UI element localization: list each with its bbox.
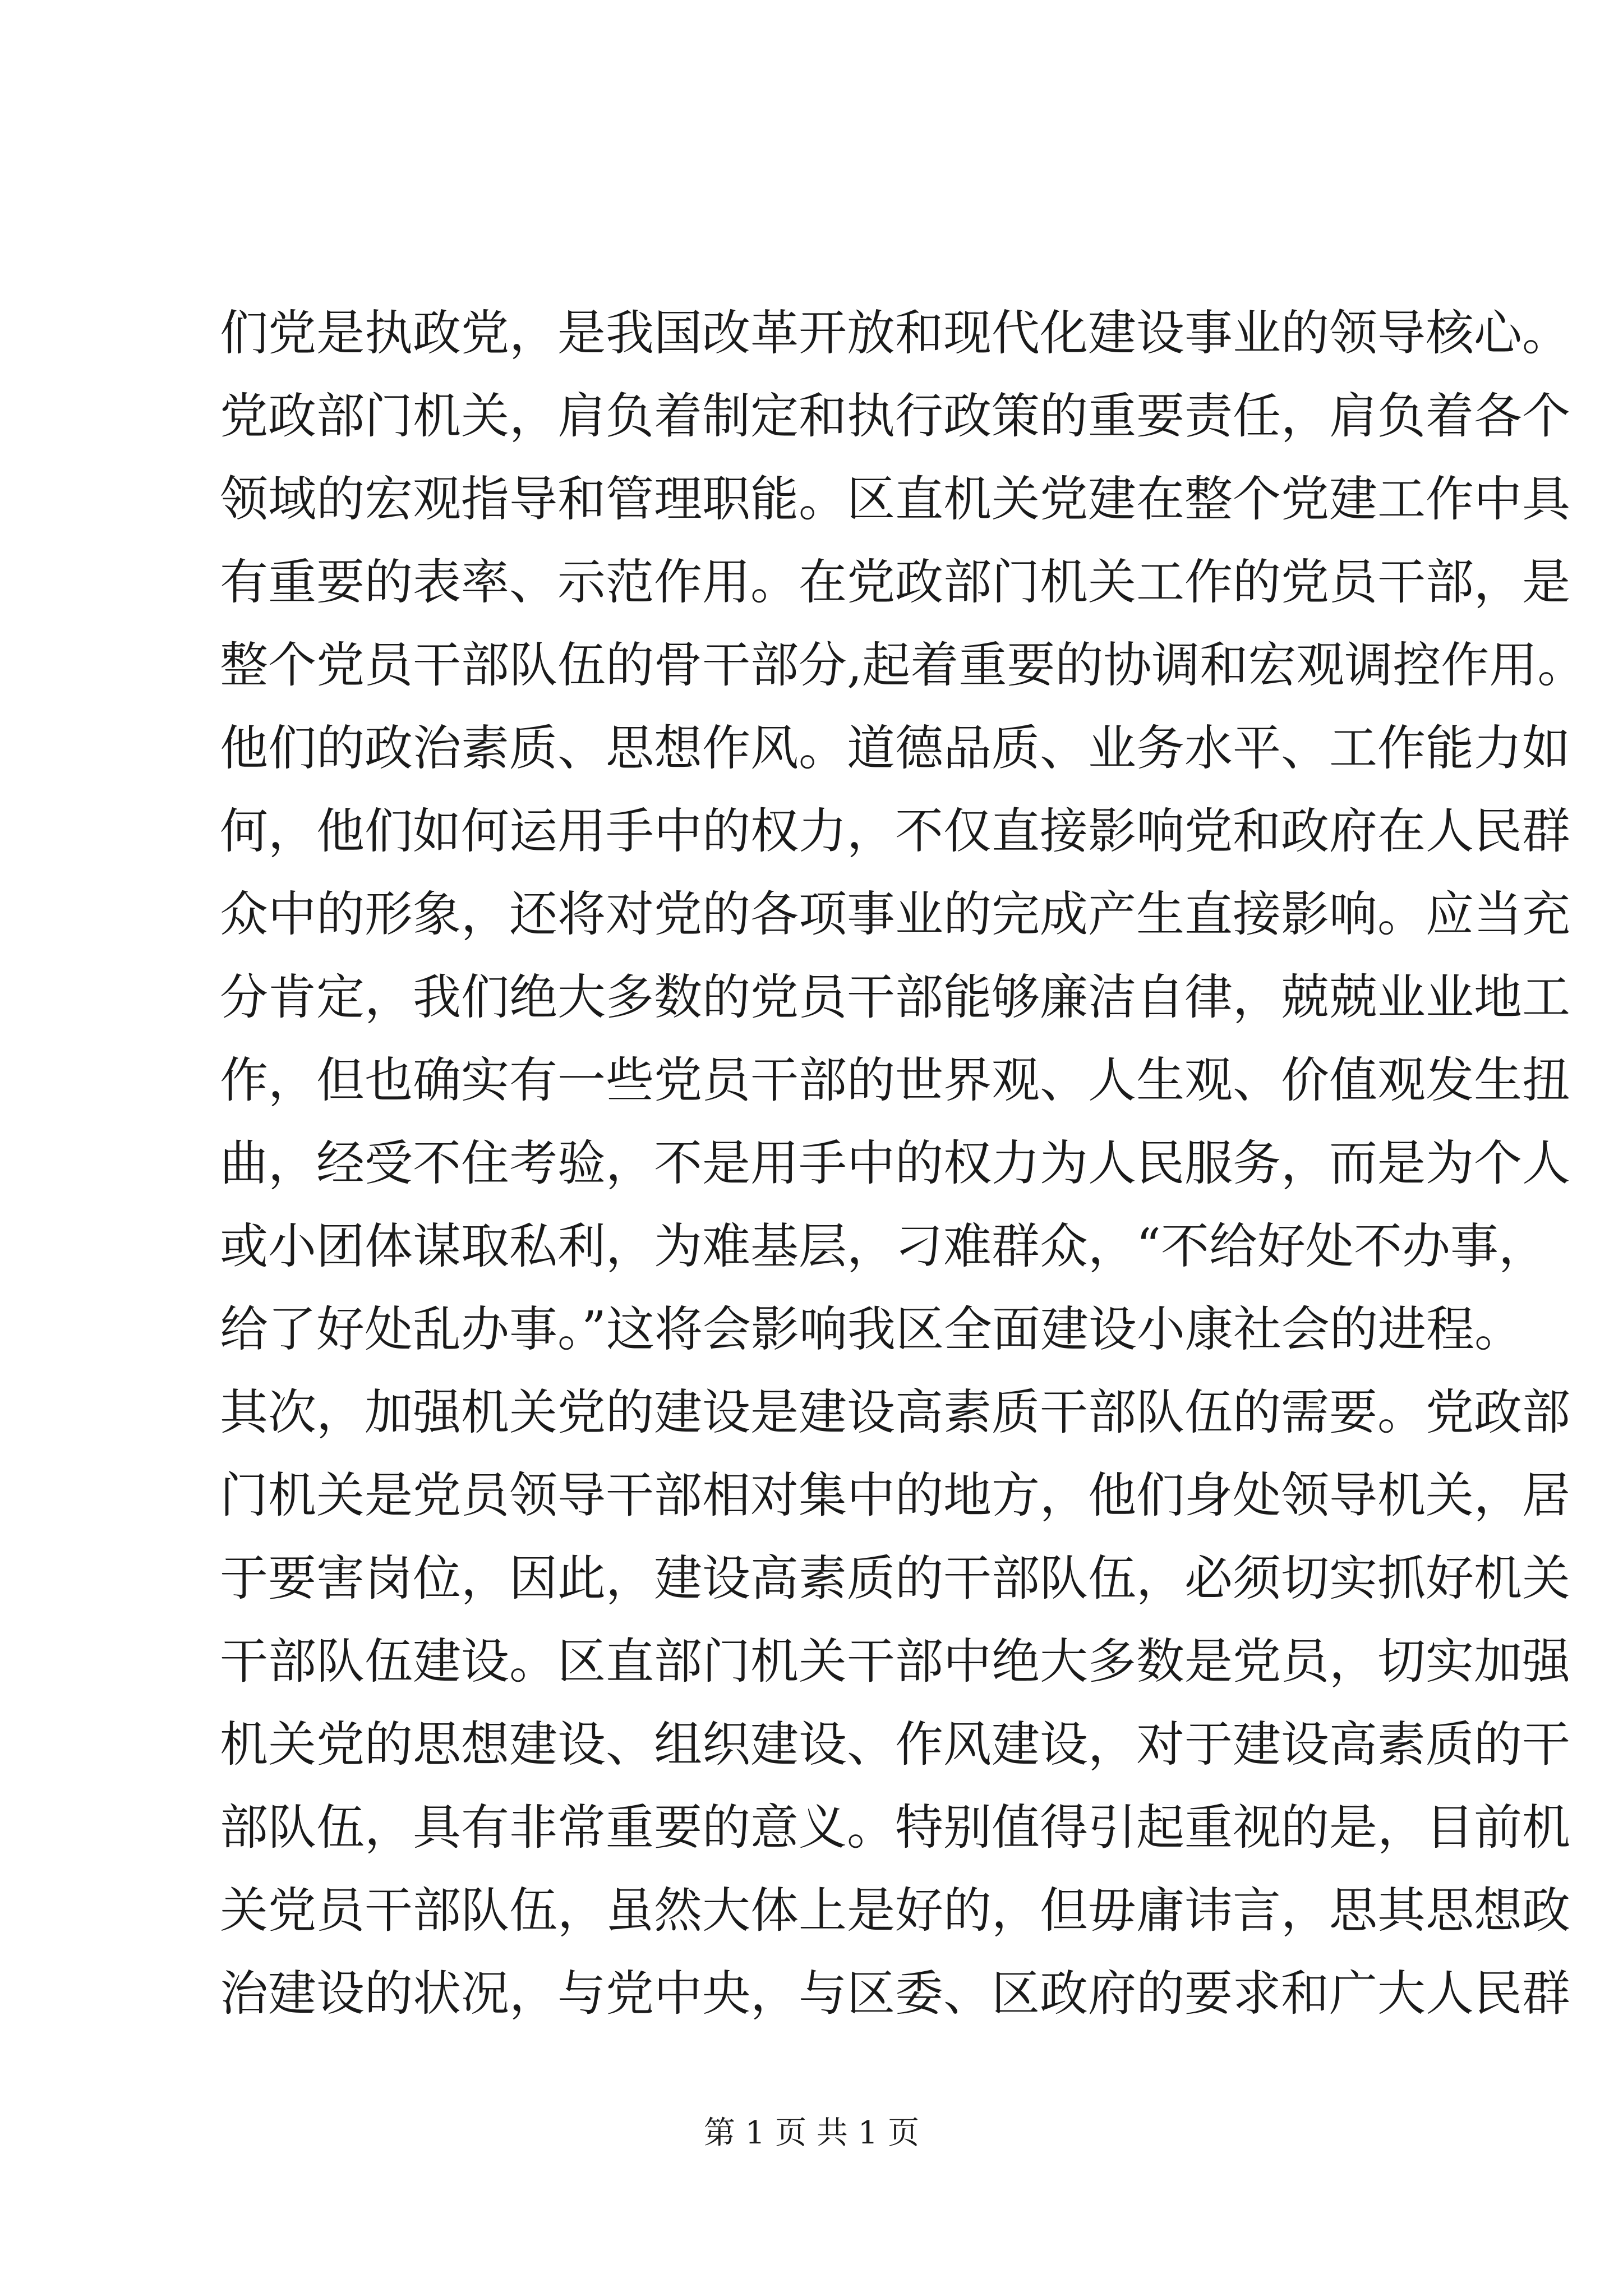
text-line: 曲，经受不住考验，不是用手中的权力为人民服务，而是为个人 — [220, 1135, 1570, 1191]
body-text — [220, 292, 1586, 2035]
text-line: 或小团体谋取私利，为难基层，刁难群众，“不给好处不办事， — [220, 1218, 1547, 1274]
text-line: 作，但也确实有一些党员干部的世界观、人生观、价值观发生扭 — [220, 1052, 1570, 1108]
text-line: 领域的宏观指导和管理职能。区直机关党建在整个党建工作中具 — [220, 471, 1570, 527]
text-line: 干部队伍建设。区直部门机关干部中绝大多数是党员，切实加强 — [220, 1634, 1570, 1690]
text-line: 给了好处乱办事。”这将会影响我区全面建设小康社会的进程。 — [220, 1301, 1523, 1358]
text-line: 党政部门机关，肩负着制定和执行政策的重要责任，肩负着各个 — [220, 388, 1570, 444]
text-line: 分肯定，我们绝大多数的党员干部能够廉洁自律，兢兢业业地工 — [220, 969, 1570, 1025]
text-line: 何，他们如何运用手中的权力，不仅直接影响党和政府在人民群 — [220, 803, 1570, 859]
page-footer: 第 1 页 共 1 页 — [703, 2115, 920, 2151]
text-line: 治建设的状况，与党中央，与区委、区政府的要求和广大人民群 — [220, 1966, 1570, 2022]
text-line: 整个党员干部队伍的骨干部分,起着重要的协调和宏观调控作用。 — [220, 637, 1586, 693]
text-line: 机关党的思想建设、组织建设、作风建设，对于建设高素质的干 — [220, 1717, 1570, 1773]
text-line: 门机关是党员领导干部相对集中的地方，他们身处领导机关，居 — [220, 1467, 1570, 1524]
text-line: 其次，加强机关党的建设是建设高素质干部队伍的需要。党政部 — [220, 1384, 1570, 1441]
text-line: 部队伍，具有非常重要的意义。特别值得引起重视的是，目前机 — [220, 1800, 1570, 1856]
text-line: 众中的形象，还将对党的各项事业的完成产生直接影响。应当充 — [220, 886, 1570, 942]
text-line: 他们的政治素质、思想作风。道德品质、业务水平、工作能力如 — [220, 720, 1570, 776]
text-line: 于要害岗位，因此，建设高素质的干部队伍，必须切实抓好机关 — [220, 1550, 1570, 1607]
text-line: 有重要的表率、示范作用。在党政部门机关工作的党员干部，是 — [220, 554, 1570, 610]
text-line: 关党员干部队伍，虽然大体上是好的，但毋庸讳言，思其思想政 — [220, 1883, 1570, 1939]
text-line: 们党是执政党，是我国改革开放和现代化建设事业的领导核心。 — [220, 305, 1570, 361]
